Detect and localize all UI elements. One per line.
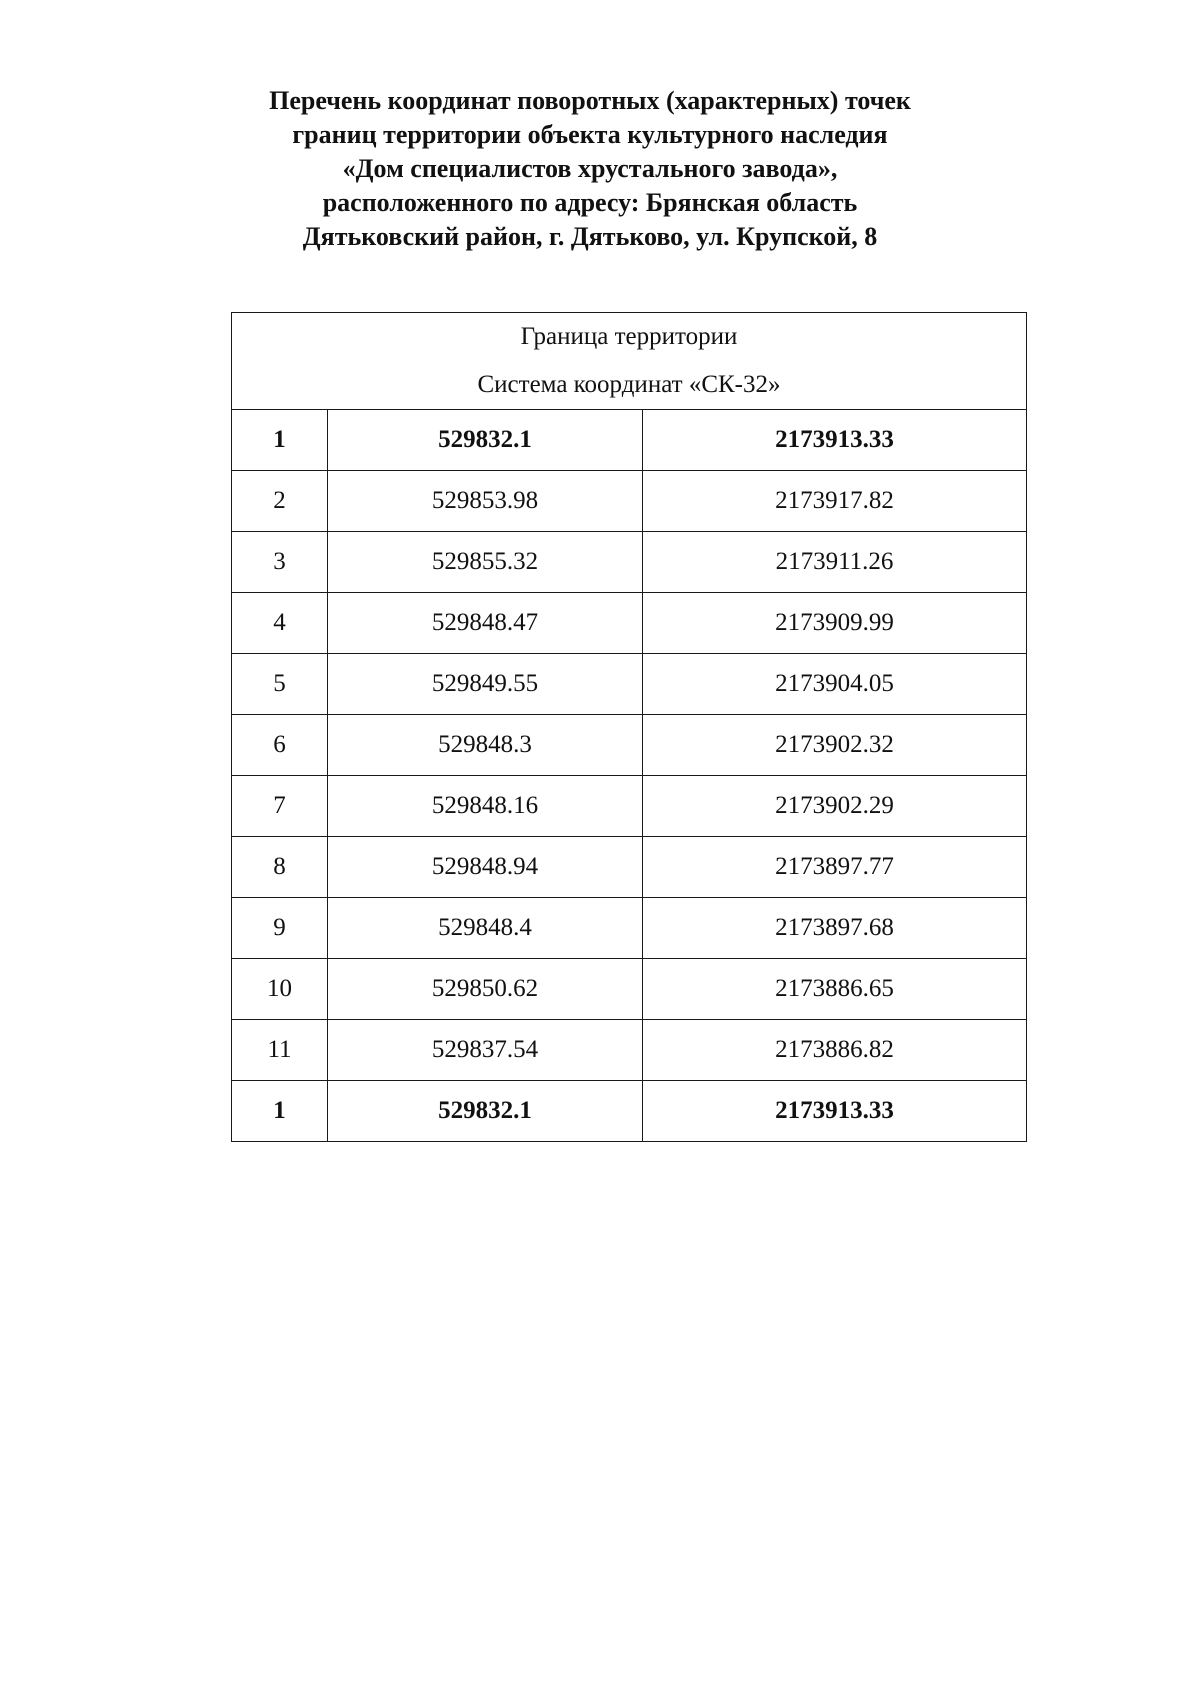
table-row — [232, 959, 1027, 1020]
x-coordinate-cell: 529848.3 — [328, 715, 643, 776]
table-header — [232, 313, 1027, 410]
point-number-cell: 11 — [232, 1020, 328, 1081]
title-line: расположенного по адресу: Брянская область — [322, 188, 858, 217]
table-row — [232, 715, 1027, 776]
title-line: «Дом специалистов хрустального завода», — [342, 154, 838, 183]
y-coordinate-cell: 2173909.99 — [643, 593, 1027, 654]
point-number-cell: 5 — [232, 654, 328, 715]
table-row — [232, 898, 1027, 959]
table-row — [232, 837, 1027, 898]
x-coordinate-cell: 529849.55 — [328, 654, 643, 715]
table-row — [232, 776, 1027, 837]
table-row — [232, 532, 1027, 593]
table-row — [232, 1081, 1027, 1142]
x-coordinate-cell: 529850.62 — [328, 959, 643, 1020]
x-coordinate-cell: 529853.98 — [328, 471, 643, 532]
point-number-cell: 1 — [232, 410, 328, 471]
y-coordinate-cell: 2173902.29 — [643, 776, 1027, 837]
y-coordinate-cell: 2173886.82 — [643, 1020, 1027, 1081]
x-coordinate-cell: 529832.1 — [328, 410, 643, 471]
header-boundary-label: Граница территории — [520, 323, 738, 350]
point-number-cell: 2 — [232, 471, 328, 532]
title-line: Дятьковский район, г. Дятьково, ул. Крупской, 8 — [302, 222, 878, 251]
point-number-cell: 1 — [232, 1081, 328, 1142]
table-row — [232, 1020, 1027, 1081]
title-line: границ территории объекта культурного наследия — [292, 120, 888, 149]
point-number-cell: 9 — [232, 898, 328, 959]
table-row — [232, 471, 1027, 532]
point-number-cell: 6 — [232, 715, 328, 776]
y-coordinate-cell: 2173917.82 — [643, 471, 1027, 532]
table-row — [232, 593, 1027, 654]
y-coordinate-cell: 2173913.33 — [643, 1081, 1027, 1142]
table-header-row — [232, 313, 1027, 410]
x-coordinate-cell: 529855.32 — [328, 532, 643, 593]
y-coordinate-cell: 2173886.65 — [643, 959, 1027, 1020]
point-number-cell: 3 — [232, 532, 328, 593]
y-coordinate-cell: 2173897.77 — [643, 837, 1027, 898]
title-line: Перечень координат поворотных (характерных) точек — [269, 86, 911, 115]
point-number-cell: 10 — [232, 959, 328, 1020]
y-coordinate-cell: 2173897.68 — [643, 898, 1027, 959]
point-number-cell: 7 — [232, 776, 328, 837]
document-title — [250, 84, 930, 254]
x-coordinate-cell: 529832.1 — [328, 1081, 643, 1142]
x-coordinate-cell: 529848.4 — [328, 898, 643, 959]
x-coordinate-cell: 529837.54 — [328, 1020, 643, 1081]
y-coordinate-cell: 2173904.05 — [643, 654, 1027, 715]
x-coordinate-cell: 529848.47 — [328, 593, 643, 654]
table-row — [232, 654, 1027, 715]
point-number-cell: 8 — [232, 837, 328, 898]
y-coordinate-cell: 2173902.32 — [643, 715, 1027, 776]
x-coordinate-cell: 529848.16 — [328, 776, 643, 837]
x-coordinate-cell: 529848.94 — [328, 837, 643, 898]
y-coordinate-cell: 2173913.33 — [643, 410, 1027, 471]
header-coordinate-system-label: Система координат «СК-32» — [477, 371, 781, 398]
table-row — [232, 410, 1027, 471]
coordinates-table — [231, 312, 1027, 1142]
point-number-cell: 4 — [232, 593, 328, 654]
y-coordinate-cell: 2173911.26 — [643, 532, 1027, 593]
